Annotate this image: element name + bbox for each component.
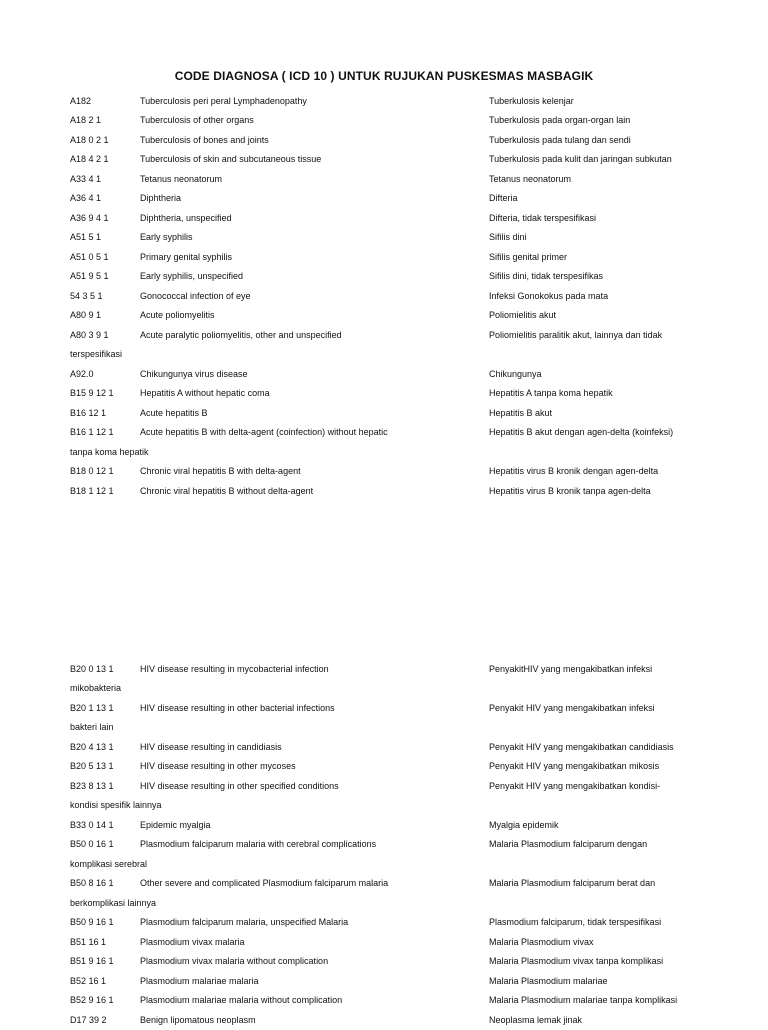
english-description: Acute poliomyelitis	[140, 310, 215, 320]
continuation-line	[0, 894, 768, 913]
diagnosis-row	[0, 326, 768, 345]
english-description: Tetanus neonatorum	[140, 174, 223, 184]
diagnosis-row	[0, 699, 768, 718]
indonesian-description: Neoplasma lemak jinak	[489, 1015, 583, 1025]
indonesian-description: Malaria Plasmodium malariae tanpa komplikasi	[489, 995, 678, 1005]
icd-code: A33 4 1	[70, 174, 102, 184]
indonesian-description: Malaria Plasmodium falciparum berat dan	[489, 878, 656, 888]
icd-code: A18 0 2 1	[70, 135, 109, 145]
english-description: Tuberculosis of other organs	[140, 115, 254, 125]
english-description: Plasmodium malariae malaria without complication	[140, 995, 343, 1005]
continuation-text: bakteri lain	[70, 722, 114, 732]
continuation-line	[0, 443, 768, 462]
indonesian-description: Penyakit HIV yang mengakibatkan mikosis	[489, 761, 660, 771]
diagnosis-row	[0, 913, 768, 932]
english-description: Plasmodium vivax malaria	[140, 937, 245, 947]
diagnosis-row	[0, 189, 768, 208]
icd-code: B50 0 16 1	[70, 839, 114, 849]
indonesian-description: Penyakit HIV yang mengakibatkan infeksi	[489, 703, 655, 713]
icd-code: A92.0	[70, 369, 94, 379]
english-description: Plasmodium falciparum malaria, unspecified Malaria	[140, 917, 349, 927]
icd-code: B18 1 12 1	[70, 486, 114, 496]
indonesian-description: Sifilis dini, tidak terspesifikas	[489, 271, 604, 281]
indonesian-description: Tuberkulosis pada tulang dan sendi	[489, 135, 631, 145]
icd-code: B15 9 12 1	[70, 388, 114, 398]
icd-code: B52 9 16 1	[70, 995, 114, 1005]
icd-code: B33 0 14 1	[70, 820, 114, 830]
diagnosis-row	[0, 738, 768, 757]
document-title: CODE DIAGNOSA ( ICD 10 ) UNTUK RUJUKAN PUSKESMAS MASBAGIK	[174, 69, 594, 83]
diagnosis-row	[0, 660, 768, 679]
indonesian-description: Penyakit HIV yang mengakibatkan kondisi-	[489, 781, 661, 791]
indonesian-description: Tuberkulosis pada kulit dan jaringan subkutan	[489, 154, 672, 164]
indonesian-description: Hepatitis virus B kronik tanpa agen-delta	[489, 486, 651, 496]
indonesian-description: Malaria Plasmodium falciparum dengan	[489, 839, 648, 849]
icd-code: A36 4 1	[70, 193, 102, 203]
diagnosis-row	[0, 482, 768, 501]
diagnosis-row	[0, 933, 768, 952]
diagnosis-row	[0, 404, 768, 423]
english-description: Other severe and complicated Plasmodium falciparum malaria	[140, 878, 389, 888]
diagnosis-row	[0, 952, 768, 971]
diagnosis-row	[0, 835, 768, 854]
diagnosis-row	[0, 267, 768, 286]
icd-code: B51 16 1	[70, 937, 107, 947]
indonesian-description: Difteria	[489, 193, 518, 203]
indonesian-description: Poliomielitis akut	[489, 310, 557, 320]
indonesian-description: Hepatitis B akut dengan agen-delta (koinfeksi)	[489, 427, 674, 437]
indonesian-description: Malaria Plasmodium malariae	[489, 976, 608, 986]
diagnosis-row	[0, 131, 768, 150]
diagnosis-row	[0, 150, 768, 169]
icd-code: A80 3 9 1	[70, 330, 109, 340]
continuation-text: mikobakteria	[70, 683, 122, 693]
indonesian-description: Penyakit HIV yang mengakibatkan candidiasis	[489, 742, 674, 752]
english-description: Chronic viral hepatitis B with delta-agent	[140, 466, 301, 476]
icd-code: B52 16 1	[70, 976, 107, 986]
indonesian-description: Plasmodium falciparum, tidak terspesifikasi	[489, 917, 662, 927]
icd-code: D17 39 2	[70, 1015, 107, 1025]
icd-code: A18 2 1	[70, 115, 102, 125]
indonesian-description: Malaria Plasmodium vivax tanpa komplikasi	[489, 956, 664, 966]
indonesian-description: Poliomielitis paralitik akut, lainnya dan tidak	[489, 330, 663, 340]
english-description: Early syphilis	[140, 232, 193, 242]
icd-code: B16 1 12 1	[70, 427, 114, 437]
indonesian-description: Tuberkulosis kelenjar	[489, 96, 574, 106]
diagnosis-row	[0, 1011, 768, 1030]
diagnosis-row	[0, 874, 768, 893]
continuation-text: terspesifikasi	[70, 349, 123, 359]
continuation-text: komplikasi serebral	[70, 859, 148, 869]
english-description: Gonococcal infection of eye	[140, 291, 251, 301]
icd-code: A51 0 5 1	[70, 252, 109, 262]
indonesian-description: Sifilis dini	[489, 232, 527, 242]
continuation-text: kondisi spesifik lainnya	[70, 800, 162, 810]
continuation-text: berkomplikasi lainnya	[70, 898, 157, 908]
indonesian-description: Tetanus neonatorum	[489, 174, 572, 184]
diagnosis-row	[0, 384, 768, 403]
indonesian-description: Hepatitis A tanpa koma hepatik	[489, 388, 613, 398]
diagnosis-row	[0, 462, 768, 481]
icd-code: A36 9 4 1	[70, 213, 109, 223]
icd-code: B18 0 12 1	[70, 466, 114, 476]
continuation-line	[0, 855, 768, 874]
diagnosis-row	[0, 816, 768, 835]
diagnosis-row	[0, 757, 768, 776]
indonesian-description: Myalgia epidemik	[489, 820, 559, 830]
diagnosis-row	[0, 248, 768, 267]
diagnosis-row	[0, 111, 768, 130]
icd-code: A51 9 5 1	[70, 271, 109, 281]
icd-code: 54 3 5 1	[70, 291, 103, 301]
english-description: HIV disease resulting in candidiasis	[140, 742, 282, 752]
diagnosis-row	[0, 777, 768, 796]
english-description: Tuberculosis peri peral Lymphadenopathy	[140, 96, 307, 106]
english-description: Acute hepatitis B with delta-agent (coinfection) without hepatic	[140, 427, 388, 437]
english-description: Acute paralytic poliomyelitis, other and unspecified	[140, 330, 342, 340]
indonesian-description: Infeksi Gonokokus pada mata	[489, 291, 609, 301]
english-description: Early syphilis, unspecified	[140, 271, 244, 281]
diagnosis-row	[0, 423, 768, 442]
diagnosis-row	[0, 972, 768, 991]
icd-code: B50 9 16 1	[70, 917, 114, 927]
icd-code: B16 12 1	[70, 408, 107, 418]
icd-code: B23 8 13 1	[70, 781, 114, 791]
indonesian-description: Tuberkulosis pada organ-organ lain	[489, 115, 631, 125]
icd-code: A18 4 2 1	[70, 154, 109, 164]
english-description: HIV disease resulting in other specified conditions	[140, 781, 339, 791]
diagnosis-row	[0, 209, 768, 228]
continuation-text: tanpa koma hepatik	[70, 447, 149, 457]
indonesian-description: PenyakitHIV yang mengakibatkan infeksi	[489, 664, 653, 674]
english-description: Tuberculosis of bones and joints	[140, 135, 269, 145]
icd-code: B20 5 13 1	[70, 761, 114, 771]
icd-code: A182	[70, 96, 92, 106]
icd-code: B51 9 16 1	[70, 956, 114, 966]
continuation-line	[0, 718, 768, 737]
icd-code: B20 1 13 1	[70, 703, 114, 713]
icd-code: B20 4 13 1	[70, 742, 114, 752]
indonesian-description: Difteria, tidak terspesifikasi	[489, 213, 597, 223]
english-description: Hepatitis A without hepatic coma	[140, 388, 270, 398]
english-description: Tuberculosis of skin and subcutaneous tissue	[140, 154, 322, 164]
diagnosis-row	[0, 228, 768, 247]
diagnosis-row	[0, 306, 768, 325]
continuation-line	[0, 345, 768, 364]
english-description: HIV disease resulting in other bacterial infections	[140, 703, 335, 713]
icd-code: A80 9 1	[70, 310, 102, 320]
english-description: Plasmodium vivax malaria without complication	[140, 956, 329, 966]
diagnosis-row	[0, 170, 768, 189]
english-description: Chikungunya virus disease	[140, 369, 248, 379]
english-description: Primary genital syphilis	[140, 252, 233, 262]
diagnosis-row	[0, 991, 768, 1010]
english-description: Plasmodium malariae malaria	[140, 976, 259, 986]
indonesian-description: Hepatitis B akut	[489, 408, 553, 418]
english-description: Benign lipomatous neoplasm	[140, 1015, 256, 1025]
english-description: Acute hepatitis B	[140, 408, 208, 418]
icd-code: A51 5 1	[70, 232, 102, 242]
english-description: Diphtheria	[140, 193, 182, 203]
diagnosis-row	[0, 287, 768, 306]
continuation-line	[0, 679, 768, 698]
continuation-line	[0, 796, 768, 815]
icd-code: B20 0 13 1	[70, 664, 114, 674]
diagnosis-row	[0, 92, 768, 111]
english-description: HIV disease resulting in mycobacterial infection	[140, 664, 329, 674]
english-description: Plasmodium falciparum malaria with cerebral complications	[140, 839, 377, 849]
indonesian-description: Malaria Plasmodium vivax	[489, 937, 594, 947]
indonesian-description: Sifilis genital primer	[489, 252, 568, 262]
english-description: Epidemic myalgia	[140, 820, 211, 830]
indonesian-description: Chikungunya	[489, 369, 542, 379]
diagnosis-row	[0, 365, 768, 384]
english-description: Chronic viral hepatitis B without delta-agent	[140, 486, 314, 496]
indonesian-description: Hepatitis virus B kronik dengan agen-delta	[489, 466, 659, 476]
english-description: HIV disease resulting in other mycoses	[140, 761, 296, 771]
icd-code: B50 8 16 1	[70, 878, 114, 888]
english-description: Diphtheria, unspecified	[140, 213, 232, 223]
